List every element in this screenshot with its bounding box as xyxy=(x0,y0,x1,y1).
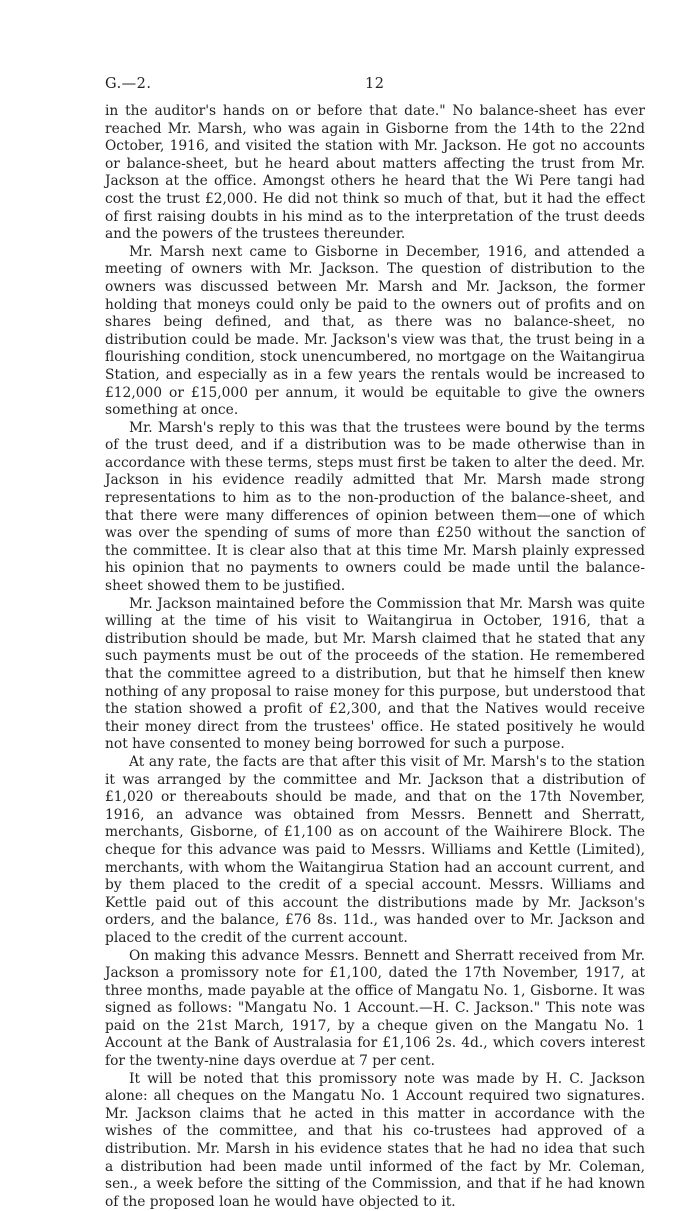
paragraph: On making this advance Messrs. Bennett and Sherratt received from Mr. Jackson a promissory note for £1,100, dated the 17th November, 1917, at three months, made payable at the office of Mangatu No. 1, Gisborne. It was signed as follows: "Mangatu No. 1 Account.—H. C. Jackson." This note was paid on the 21st March, 1917, by a cheque given on the Mangatu No. 1 Account at the Bank of Australasia for £1,106 2s. 4d., which covers interest for the twenty-nine days overdue at 7 per cent. xyxy=(105,947,645,1070)
paragraph: Mr. Marsh's reply to this was that the trustees were bound by the terms of the trust deed, and if a distribution was to be made otherwise than in accordance with these terms, steps must first be taken to alter the deed. Mr. Jackson in his evidence readily admitted that Mr. Marsh made strong representations to him as to the non-production of the balance-sheet, and that there were many differences of opinion between them—one of which was over the spending of sums of more than £250 without the sanction of the committee. It is clear also that at this time Mr. Marsh plainly expressed his opinion that no payments to owners could be made until the balance-sheet showed them to be justified. xyxy=(105,419,645,595)
body-text xyxy=(105,103,645,1211)
page-number: 12 xyxy=(365,76,385,92)
paragraph: Mr. Jackson maintained before the Commission that Mr. Marsh was quite willing at the time of his visit to Waitangirua in October, 1916, that a distribution should be made, but Mr. Marsh claimed that he stated that any such payments must be out of the proceeds of the station. He remembered that the committee agreed to a distribution, but that he himself then knew nothing of any proposal to raise money for this purpose, but understood that the station showed a profit of £2,300, and that the Natives would receive their money direct from the trustees' office. He stated positively he would not have consented to money being borrowed for such a purpose. xyxy=(105,595,645,753)
page-header xyxy=(105,76,645,96)
document-reference: G.—2. xyxy=(105,76,152,92)
paragraph: in the auditor's hands on or before that date." No balance-sheet has ever reached Mr. Marsh, who was again in Gisborne from the 14th to the 22nd October, 1916, and visited the station with Mr. Jackson. He got no accounts or balance-sheet, but he heard about matters affecting the trust from Mr. Jackson at the office. Amongst others he heard that the Wi Pere tangi had cost the trust £2,000. He did not think so much of that, but it had the effect of first raising doubts in his mind as to the interpretation of the trust deeds and the powers of the trustees thereunder. xyxy=(105,103,645,243)
paragraph: At any rate, the facts are that after this visit of Mr. Marsh's to the station it was arranged by the committee and Mr. Jackson that a distribution of £1,020 or thereabouts should be made, and that on the 17th November, 1916, an advance was obtained from Messrs. Bennett and Sherratt, merchants, Gisborne, of £1,100 as on account of the Waihirere Block. The cheque for this advance was paid to Messrs. Williams and Kettle (Limited), merchants, with whom the Waitangirua Station had an account current, and by them placed to the credit of a special account. Messrs. Williams and Kettle paid out of this account the distributions made by Mr. Jackson's orders, and the balance, £76 8s. 11d., was handed over to Mr. Jackson and placed to the credit of the current account. xyxy=(105,753,645,946)
paragraph: Mr. Marsh next came to Gisborne in December, 1916, and attended a meeting of owners with Mr. Jackson. The question of distribution to the owners was discussed between Mr. Marsh and Mr. Jackson, the former holding that moneys could only be paid to the owners out of profits and on shares being defined, and that, as there was no balance-sheet, no distribution could be made. Mr. Jackson's view was that, the trust being in a flourishing condition, stock unencumbered, no mortgage on the Waitangirua Station, and especially as in a few years the rentals would be increased to £12,000 or £15,000 per annum, it would be equitable to give the owners something at once. xyxy=(105,243,645,419)
paragraph: It will be noted that this promissory note was made by H. C. Jackson alone: all cheques on the Mangatu No. 1 Account required two signatures. Mr. Jackson claims that he acted in this matter in accordance with the wishes of the committee, and that his co-trustees had approved of a distribution. Mr. Marsh in his evidence states that he had no idea that such a distribution had been made until informed of the fact by Mr. Coleman, sen., a week before the sitting of the Commission, and that if he had known of the proposed loan he would have objected to it. xyxy=(105,1070,645,1210)
